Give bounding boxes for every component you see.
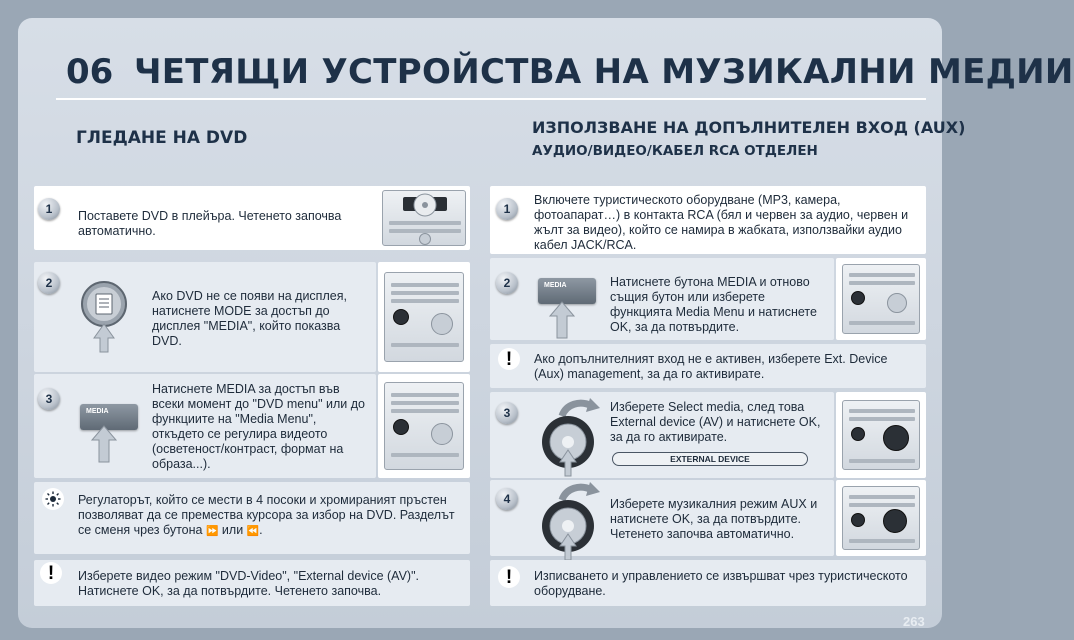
sun-icon — [42, 488, 64, 510]
right-section-subheading: АУДИО/ВИДЕО/КАБЕЛ RCA ОТДЕЛЕН — [532, 143, 818, 159]
disc-icon — [413, 193, 437, 217]
fast-forward-icon: ⏩ — [205, 526, 219, 537]
right-section-heading: ИЗПОЛЗВАНЕ НА ДОПЪЛНИТЕЛЕН ВХОД (AUX) — [532, 118, 966, 137]
radio-unit-icon — [382, 190, 466, 246]
external-device-button[interactable]: EXTERNAL DEVICE — [612, 452, 808, 466]
right-warning1-text: Ако допълнителният вход не е активен, изберете Ext. Device (Aux) management, за да го активирате. — [534, 352, 888, 381]
step-number-badge: 3 — [496, 402, 518, 424]
radio-unit-icon — [842, 400, 920, 470]
step-number-badge: 3 — [38, 388, 60, 410]
left-section-heading: ГЛЕДАНЕ НА DVD — [76, 128, 248, 148]
left-tip-text — [78, 493, 464, 539]
title-divider — [56, 98, 926, 100]
left-step3-text: Натиснете MEDIA за достъп във всеки момент до "DVD menu" или до функциите на "Media Menu", откъдето се регулира видеото (осветеност/контраст, формат на образа...). — [152, 382, 365, 471]
warning-icon: ! — [498, 348, 520, 370]
step-number-badge: 1 — [38, 198, 60, 220]
right-step3-text: Изберете Select media, след това External device (AV) и натиснете OK, за да го активирате. — [610, 400, 821, 444]
tip-text-part: Регулаторът, който се мести в 4 посоки и хромираният пръстен позволяват да се премества курсора за избор на DVD. Разделът се сменя чрез бутона — [78, 493, 455, 537]
right-step1-text: Включете туристическото оборудване (МР3, камера, фотоапарат…) в контакта RCA (бял и червен за аудио, червен и жълт за видео), който се намира в жабката, използвайки аудио кабел JACK/RCA. — [534, 193, 909, 252]
page-title: ЧЕТЯЩИ УСТРОЙСТВА НА МУЗИКАЛНИ МЕДИИ — [134, 52, 1074, 92]
left-step2-text: Ако DVD не се появи на дисплея, натиснете MODE за достъп до дисплея "MEDIA", който показва DVD. — [152, 289, 347, 348]
step-number-badge: 2 — [496, 272, 518, 294]
right-step4-text: Изберете музикалния режим AUX и натиснете OK, за да потвърдите. Четенето започва автоматично. — [610, 497, 818, 541]
mode-button-icon — [80, 280, 128, 354]
radio-unit-icon — [384, 272, 464, 362]
tip-connector: или — [221, 523, 244, 537]
arrow-up-icon — [544, 300, 580, 340]
step-number-badge: 2 — [38, 272, 60, 294]
radio-unit-icon — [842, 264, 920, 334]
right-warning2-text: Изписването и управлението се извършват чрез туристическото оборудване. — [534, 569, 908, 598]
left-step1-text: Поставете DVD в плейъра. Четенето започва автоматично. — [78, 209, 342, 238]
left-warning-text: Изберете видео режим "DVD-Video", "External device (AV)". Натиснете OK, за да потвърдите. Четенето започва. — [78, 569, 419, 598]
rewind-icon: ⏪ — [246, 526, 260, 537]
page-number: 263 — [903, 614, 925, 629]
media-key-icon: MEDIA — [538, 278, 596, 304]
jog-dial-icon — [540, 480, 604, 562]
chapter-number: 06 — [66, 52, 114, 92]
jog-dial-icon — [540, 396, 604, 478]
radio-unit-icon — [842, 486, 920, 550]
tip-text-end: . — [259, 523, 263, 537]
media-key-icon: MEDIA — [80, 404, 138, 430]
radio-unit-icon — [384, 382, 464, 470]
step-number-badge: 1 — [496, 198, 518, 220]
warning-icon: ! — [498, 566, 520, 588]
warning-icon: ! — [40, 562, 62, 584]
arrow-up-icon — [86, 424, 122, 464]
step-number-badge: 4 — [496, 488, 518, 510]
right-step2-text: Натиснете бутона MEDIA и отново същия бутон или изберете функцията Media Menu и натиснете OK, за да потвърдите. — [610, 275, 817, 334]
